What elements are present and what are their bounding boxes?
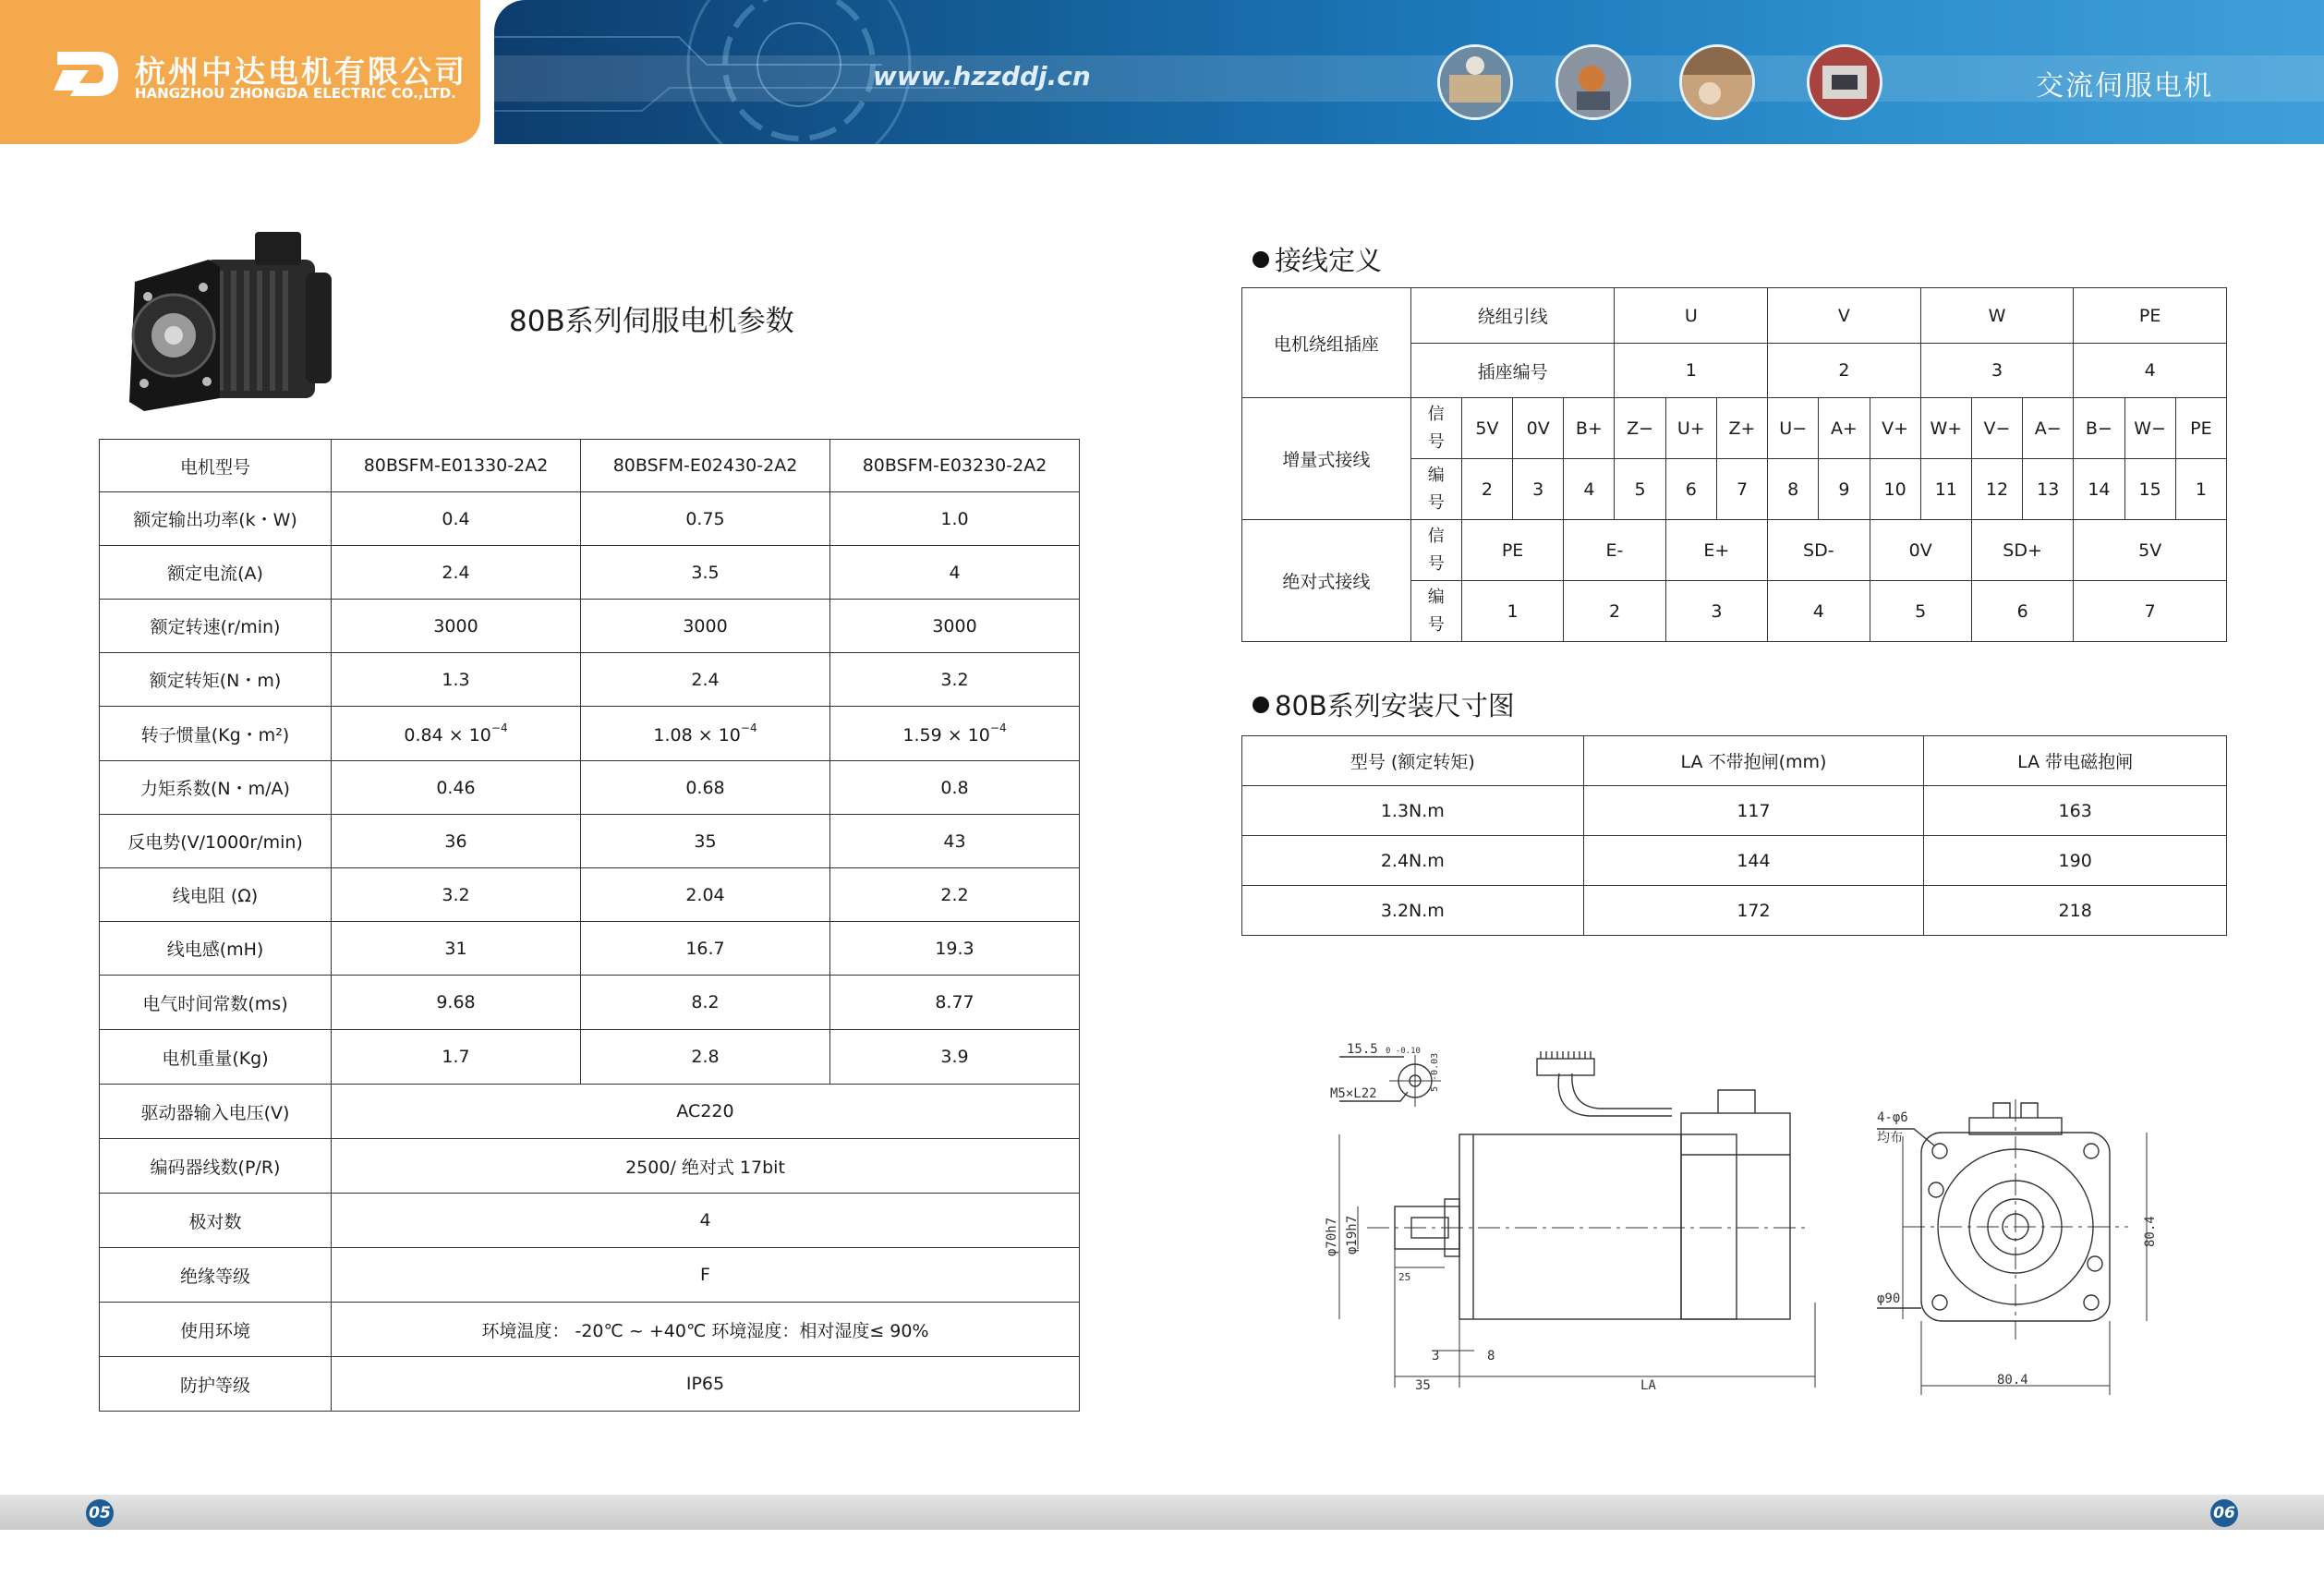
cell: 10 bbox=[1870, 459, 1920, 520]
key-height-label: 5 -0.03 bbox=[1430, 1052, 1440, 1092]
cell: PE bbox=[1461, 520, 1563, 581]
cell: 2.04 bbox=[581, 868, 830, 922]
cell: 0V bbox=[1870, 520, 1971, 581]
page-number-left: 05 bbox=[86, 1499, 114, 1527]
cell: 31 bbox=[332, 922, 581, 976]
cell: PE bbox=[2074, 288, 2227, 344]
cell: 1 bbox=[1461, 581, 1563, 642]
shaft-length-label: 25 bbox=[1398, 1271, 1411, 1283]
cell: 2.4N.m bbox=[1242, 836, 1584, 886]
row-label: 电气时间常数(ms) bbox=[100, 976, 332, 1030]
cell: 16.7 bbox=[581, 922, 830, 976]
cell: 1 bbox=[1615, 344, 1768, 398]
table-row bbox=[1242, 886, 2227, 936]
merged-cell: IP65 bbox=[332, 1357, 1080, 1412]
cell: E- bbox=[1564, 520, 1665, 581]
application-photo-3 bbox=[1679, 44, 1755, 120]
number-label: 编号 bbox=[1410, 459, 1461, 520]
flange-height-label: 80.4 bbox=[2143, 1216, 2158, 1247]
column-header: LA 带电磁抱闸 bbox=[1924, 736, 2227, 786]
dims-section-title bbox=[1253, 685, 1515, 723]
table-row bbox=[1242, 786, 2227, 836]
cell: 19.3 bbox=[830, 922, 1080, 976]
exponent: −4 bbox=[740, 721, 757, 734]
table-row bbox=[100, 815, 1080, 868]
table-row bbox=[100, 546, 1080, 600]
dimensions-table bbox=[1241, 735, 2227, 936]
cell bbox=[332, 707, 581, 761]
table-row bbox=[100, 868, 1080, 922]
cell: 3.2N.m bbox=[1242, 886, 1584, 936]
column-header: LA 不带抱闸(mm) bbox=[1583, 736, 1924, 786]
cell: 144 bbox=[1583, 836, 1924, 886]
cell: 5 bbox=[1615, 459, 1665, 520]
table-row bbox=[100, 922, 1080, 976]
row-label: 使用环境 bbox=[100, 1303, 332, 1357]
cell: B+ bbox=[1564, 398, 1615, 459]
row-label: 线电感(mH) bbox=[100, 922, 332, 976]
table-row bbox=[100, 1030, 1080, 1085]
cell: A− bbox=[2023, 398, 2074, 459]
cell: 2.4 bbox=[332, 546, 581, 600]
exponent: −4 bbox=[989, 721, 1007, 734]
table-row bbox=[1242, 836, 2227, 886]
cell: 3 bbox=[1920, 344, 2074, 398]
cell: 2 bbox=[1461, 459, 1512, 520]
cell: 6 bbox=[1665, 459, 1716, 520]
cell: 43 bbox=[830, 815, 1080, 868]
lead-label: 绕组引线 bbox=[1410, 288, 1615, 344]
cell: Z+ bbox=[1716, 398, 1767, 459]
thread-label: M5×L22 bbox=[1330, 1086, 1377, 1101]
table-row bbox=[100, 1194, 1080, 1248]
cell: 3.9 bbox=[830, 1030, 1080, 1085]
cell: 2.2 bbox=[830, 868, 1080, 922]
cell: W+ bbox=[1920, 398, 1971, 459]
cell: 2 bbox=[1768, 344, 1921, 398]
cell: 5V bbox=[1461, 398, 1512, 459]
inertia-value: 1.08 × 10 bbox=[653, 725, 741, 746]
cell bbox=[830, 707, 1080, 761]
cell: 0.68 bbox=[581, 761, 830, 815]
cell: SD- bbox=[1768, 520, 1870, 581]
cell: 218 bbox=[1924, 886, 2227, 936]
table-row bbox=[1242, 736, 2227, 786]
cell: 4 bbox=[1564, 459, 1615, 520]
company-logo-block bbox=[0, 0, 480, 144]
exponent: −4 bbox=[490, 721, 508, 734]
merged-cell: 4 bbox=[332, 1194, 1080, 1248]
la-label: LA bbox=[1640, 1378, 1656, 1393]
table-row bbox=[100, 976, 1080, 1030]
cell: 36 bbox=[332, 815, 581, 868]
cell: 7 bbox=[2074, 581, 2227, 642]
merged-cell: F bbox=[332, 1248, 1080, 1303]
cell: 3000 bbox=[332, 600, 581, 653]
holes-label: 4-φ6 bbox=[1877, 1110, 1908, 1125]
spec-title: 80B系列伺服电机参数 bbox=[509, 305, 794, 338]
cell: U+ bbox=[1665, 398, 1716, 459]
cell: 3.2 bbox=[332, 868, 581, 922]
flange-spigot-label: φ70h7 bbox=[1325, 1217, 1339, 1256]
cell: 9.68 bbox=[332, 976, 581, 1030]
number-label: 编号 bbox=[1410, 581, 1461, 642]
cell: 12 bbox=[1971, 459, 2022, 520]
flange-width-label: 80.4 bbox=[1997, 1373, 2028, 1388]
page-number-right: 06 bbox=[2210, 1499, 2238, 1527]
cell: 14 bbox=[2074, 459, 2124, 520]
model-header: 80BSFM-E03230-2A2 bbox=[830, 440, 1080, 492]
mounting-dimension-drawing bbox=[1312, 1025, 2198, 1413]
cell: 7 bbox=[1716, 459, 1767, 520]
cell bbox=[581, 707, 830, 761]
cell: 1.3N.m bbox=[1242, 786, 1584, 836]
evenly-label: 均布 bbox=[1877, 1131, 1903, 1146]
bullet-icon bbox=[1253, 697, 1269, 713]
cell: A+ bbox=[1819, 398, 1870, 459]
dim-3-label: 3 bbox=[1432, 1349, 1440, 1364]
cell: 3 bbox=[1513, 459, 1564, 520]
table-row bbox=[1242, 398, 2227, 459]
cell: 3.2 bbox=[830, 653, 1080, 707]
cell: 0.4 bbox=[332, 492, 581, 546]
key-tolerance-label: 0 -0.10 bbox=[1386, 1047, 1421, 1056]
table-row bbox=[1242, 288, 2227, 344]
dim-35-label: 35 bbox=[1415, 1378, 1431, 1393]
cell: 2 bbox=[1564, 581, 1665, 642]
company-name-en: HANGZHOU ZHONGDA ELECTRIC CO.,LTD. bbox=[135, 85, 456, 102]
cell: W− bbox=[2124, 398, 2175, 459]
category-title: 交流伺服电机 bbox=[2036, 70, 2213, 103]
row-label: 额定转速(r/min) bbox=[100, 600, 332, 653]
table-row bbox=[100, 600, 1080, 653]
cell: 4 bbox=[1768, 581, 1870, 642]
table-row bbox=[100, 1303, 1080, 1357]
merged-cell: 环境温度： -20℃ ~ +40℃ 环境湿度：相对湿度≤ 90% bbox=[332, 1303, 1080, 1357]
table-row bbox=[100, 653, 1080, 707]
abs-label: 绝对式接线 bbox=[1242, 520, 1411, 642]
key-width-label: 15.5 bbox=[1347, 1042, 1378, 1057]
cell: 4 bbox=[830, 546, 1080, 600]
wiring-section-title bbox=[1253, 240, 1382, 278]
cell: 11 bbox=[1920, 459, 1971, 520]
table-row bbox=[100, 1357, 1080, 1412]
cell: 0.75 bbox=[581, 492, 830, 546]
cell: PE bbox=[2175, 398, 2226, 459]
cell: 3000 bbox=[581, 600, 830, 653]
shaft-diameter-label: φ19h7 bbox=[1345, 1215, 1360, 1255]
inc-label: 增量式接线 bbox=[1242, 398, 1411, 520]
table-row bbox=[100, 440, 1080, 492]
cell: 3.5 bbox=[581, 546, 830, 600]
company-name-cn: 杭州中达电机有限公司 bbox=[135, 54, 467, 90]
pcd-label: φ90 bbox=[1877, 1291, 1901, 1306]
row-label: 绝缘等级 bbox=[100, 1248, 332, 1303]
application-photo-2 bbox=[1555, 44, 1631, 120]
table-row bbox=[100, 761, 1080, 815]
row-label: 额定转矩(N・m) bbox=[100, 653, 332, 707]
cell: 8.77 bbox=[830, 976, 1080, 1030]
wiring-table bbox=[1241, 287, 2227, 642]
winding-label: 电机绕组插座 bbox=[1242, 288, 1411, 398]
table-row bbox=[100, 492, 1080, 546]
cell: 1.0 bbox=[830, 492, 1080, 546]
cell: 2.8 bbox=[581, 1030, 830, 1085]
dims-title-text: 80B系列安装尺寸图 bbox=[1275, 690, 1515, 721]
table-row bbox=[1242, 520, 2227, 581]
dim-8-label: 8 bbox=[1487, 1349, 1495, 1364]
column-header: 型号 (额定转矩) bbox=[1242, 736, 1584, 786]
signal-label: 信号 bbox=[1410, 398, 1461, 459]
spec-table bbox=[99, 439, 1080, 1412]
row-label: 驱动器输入电压(V) bbox=[100, 1085, 332, 1139]
cell: 4 bbox=[2074, 344, 2227, 398]
merged-cell: AC220 bbox=[332, 1085, 1080, 1139]
row-label: 线电阻 (Ω) bbox=[100, 868, 332, 922]
row-label: 额定电流(A) bbox=[100, 546, 332, 600]
row-label: 电机重量(Kg) bbox=[100, 1030, 332, 1085]
cell: V bbox=[1768, 288, 1921, 344]
cell: W bbox=[1920, 288, 2074, 344]
inertia-value: 0.84 × 10 bbox=[404, 725, 491, 746]
cell: SD+ bbox=[1971, 520, 2073, 581]
cell: 9 bbox=[1819, 459, 1870, 520]
website-url[interactable]: www.hzzddj.cn bbox=[873, 61, 1091, 91]
cell: 2.4 bbox=[581, 653, 830, 707]
servo-motor-image bbox=[116, 226, 353, 411]
cell: 13 bbox=[2023, 459, 2074, 520]
cell: 0.8 bbox=[830, 761, 1080, 815]
cell: U− bbox=[1768, 398, 1819, 459]
page-footer bbox=[0, 1495, 2324, 1530]
row-label: 反电势(V/1000r/min) bbox=[100, 815, 332, 868]
cell: 35 bbox=[581, 815, 830, 868]
socket-label: 插座编号 bbox=[1410, 344, 1615, 398]
cell: Z− bbox=[1615, 398, 1665, 459]
cell: 8 bbox=[1768, 459, 1819, 520]
cell: 0V bbox=[1513, 398, 1564, 459]
cell: 5 bbox=[1870, 581, 1971, 642]
application-photo-4 bbox=[1807, 44, 1882, 120]
table-row bbox=[100, 707, 1080, 761]
cell: V− bbox=[1971, 398, 2022, 459]
cell: 3000 bbox=[830, 600, 1080, 653]
cell: 1 bbox=[2175, 459, 2226, 520]
cell: 1.3 bbox=[332, 653, 581, 707]
row-label: 额定输出功率(k・W) bbox=[100, 492, 332, 546]
wiring-title-text: 接线定义 bbox=[1275, 245, 1383, 276]
cell: 117 bbox=[1583, 786, 1924, 836]
row-label: 力矩系数(N・m/A) bbox=[100, 761, 332, 815]
page-header bbox=[0, 0, 2324, 144]
cell: 6 bbox=[1971, 581, 2073, 642]
cell: 190 bbox=[1924, 836, 2227, 886]
model-header: 80BSFM-E01330-2A2 bbox=[332, 440, 581, 492]
table-row bbox=[100, 1248, 1080, 1303]
zd-logo-icon bbox=[54, 46, 122, 102]
row-label: 防护等级 bbox=[100, 1357, 332, 1412]
cell: 172 bbox=[1583, 886, 1924, 936]
cell: V+ bbox=[1870, 398, 1920, 459]
row-label: 电机型号 bbox=[100, 440, 332, 492]
row-label: 极对数 bbox=[100, 1194, 332, 1248]
cell: 0.46 bbox=[332, 761, 581, 815]
cell: 163 bbox=[1924, 786, 2227, 836]
merged-cell: 2500/ 绝对式 17bit bbox=[332, 1139, 1080, 1194]
bullet-icon bbox=[1253, 251, 1269, 268]
row-label: 编码器线数(P/R) bbox=[100, 1139, 332, 1194]
table-row bbox=[100, 1139, 1080, 1194]
cell: 3 bbox=[1665, 581, 1767, 642]
cell: E+ bbox=[1665, 520, 1767, 581]
model-header: 80BSFM-E02430-2A2 bbox=[581, 440, 830, 492]
table-row bbox=[100, 1085, 1080, 1139]
cell: B− bbox=[2074, 398, 2124, 459]
cell: 5V bbox=[2074, 520, 2227, 581]
signal-label: 信号 bbox=[1410, 520, 1461, 581]
cell: 8.2 bbox=[581, 976, 830, 1030]
cell: U bbox=[1615, 288, 1768, 344]
inertia-value: 1.59 × 10 bbox=[902, 725, 990, 746]
application-photo-1 bbox=[1437, 44, 1513, 120]
cell: 1.7 bbox=[332, 1030, 581, 1085]
cell: 15 bbox=[2124, 459, 2175, 520]
row-label: 转子惯量(Kg・m²) bbox=[100, 707, 332, 761]
